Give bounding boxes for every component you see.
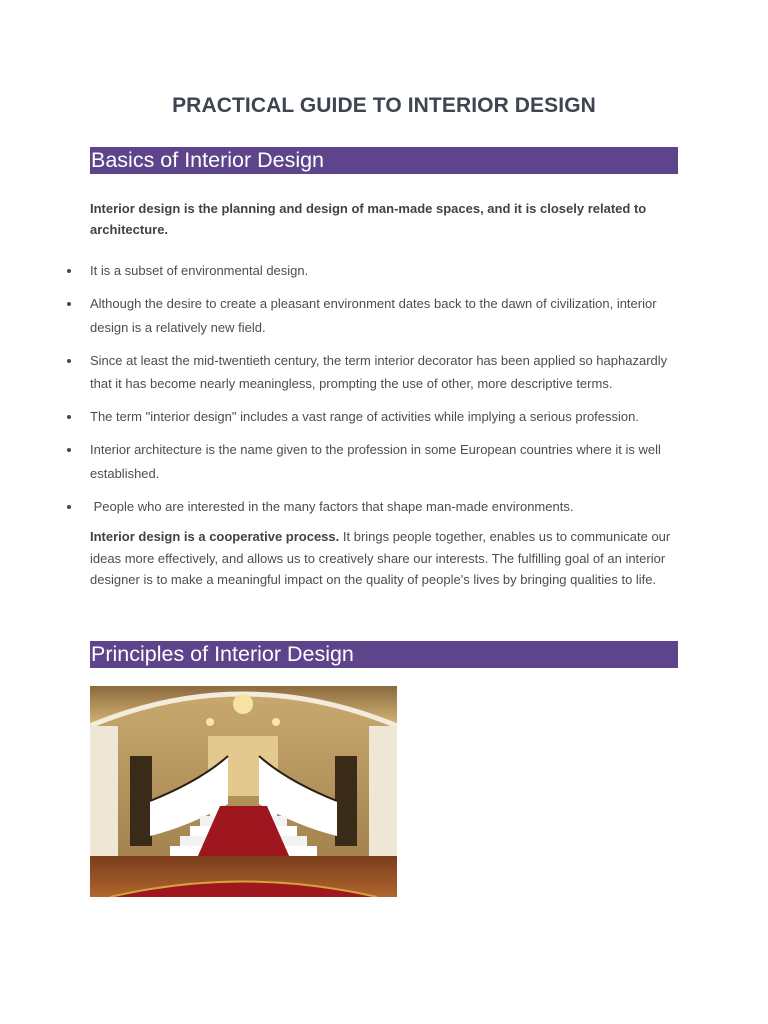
bullet-dot-icon: [67, 448, 71, 452]
bullet-dot-icon: [67, 415, 71, 419]
document-title: PRACTICAL GUIDE TO INTERIOR DESIGN: [172, 94, 596, 117]
paragraph-bold-lead: Interior design is a cooperative process.: [90, 529, 340, 544]
bullet-dot-icon: [67, 359, 71, 363]
bullet-item: It is a subset of environmental design.: [0, 259, 682, 283]
bullet-item: Since at least the mid-twentieth century, the term interior decorator has been applied so haphazardly that it has become nearly meaningless, prompting the use of other, more descriptive terms.: [0, 349, 682, 396]
bullet-dot-icon: [67, 505, 71, 509]
bullet-item: The term "interior design" includes a vast range of activities while implying a serious profession.: [0, 405, 682, 429]
bullet-dot-icon: [67, 302, 71, 306]
paragraph-body: It brings people together, enables us to communicate our ideas more effectively, and allows us to creatively share our interests. The fulfilling goal of an interior designer is to make a meaningful impact on the quality of people's lives by bringing qualities to life.: [90, 529, 671, 587]
section-heading-text: Basics of Interior Design: [91, 148, 325, 172]
bullet-list: [0, 259, 768, 528]
section-heading-principles: [90, 641, 678, 668]
staircase-photo: [90, 686, 397, 897]
bullet-dot-icon: [67, 269, 71, 273]
cooperative-paragraph: [90, 526, 680, 591]
bullet-item: Although the desire to create a pleasant environment dates back to the dawn of civilization, interior design is a relatively new field.: [0, 292, 682, 339]
section-heading-basics: [90, 147, 678, 174]
lead-paragraph: Interior design is the planning and design of man-made spaces, and it is closely related to architecture.: [90, 201, 647, 237]
bullet-item: People who are interested in the many factors that shape man-made environments.: [0, 495, 682, 519]
bullet-item: Interior architecture is the name given to the profession in some European countries where it is well established.: [0, 438, 682, 485]
section-heading-text: Principles of Interior Design: [91, 642, 354, 666]
